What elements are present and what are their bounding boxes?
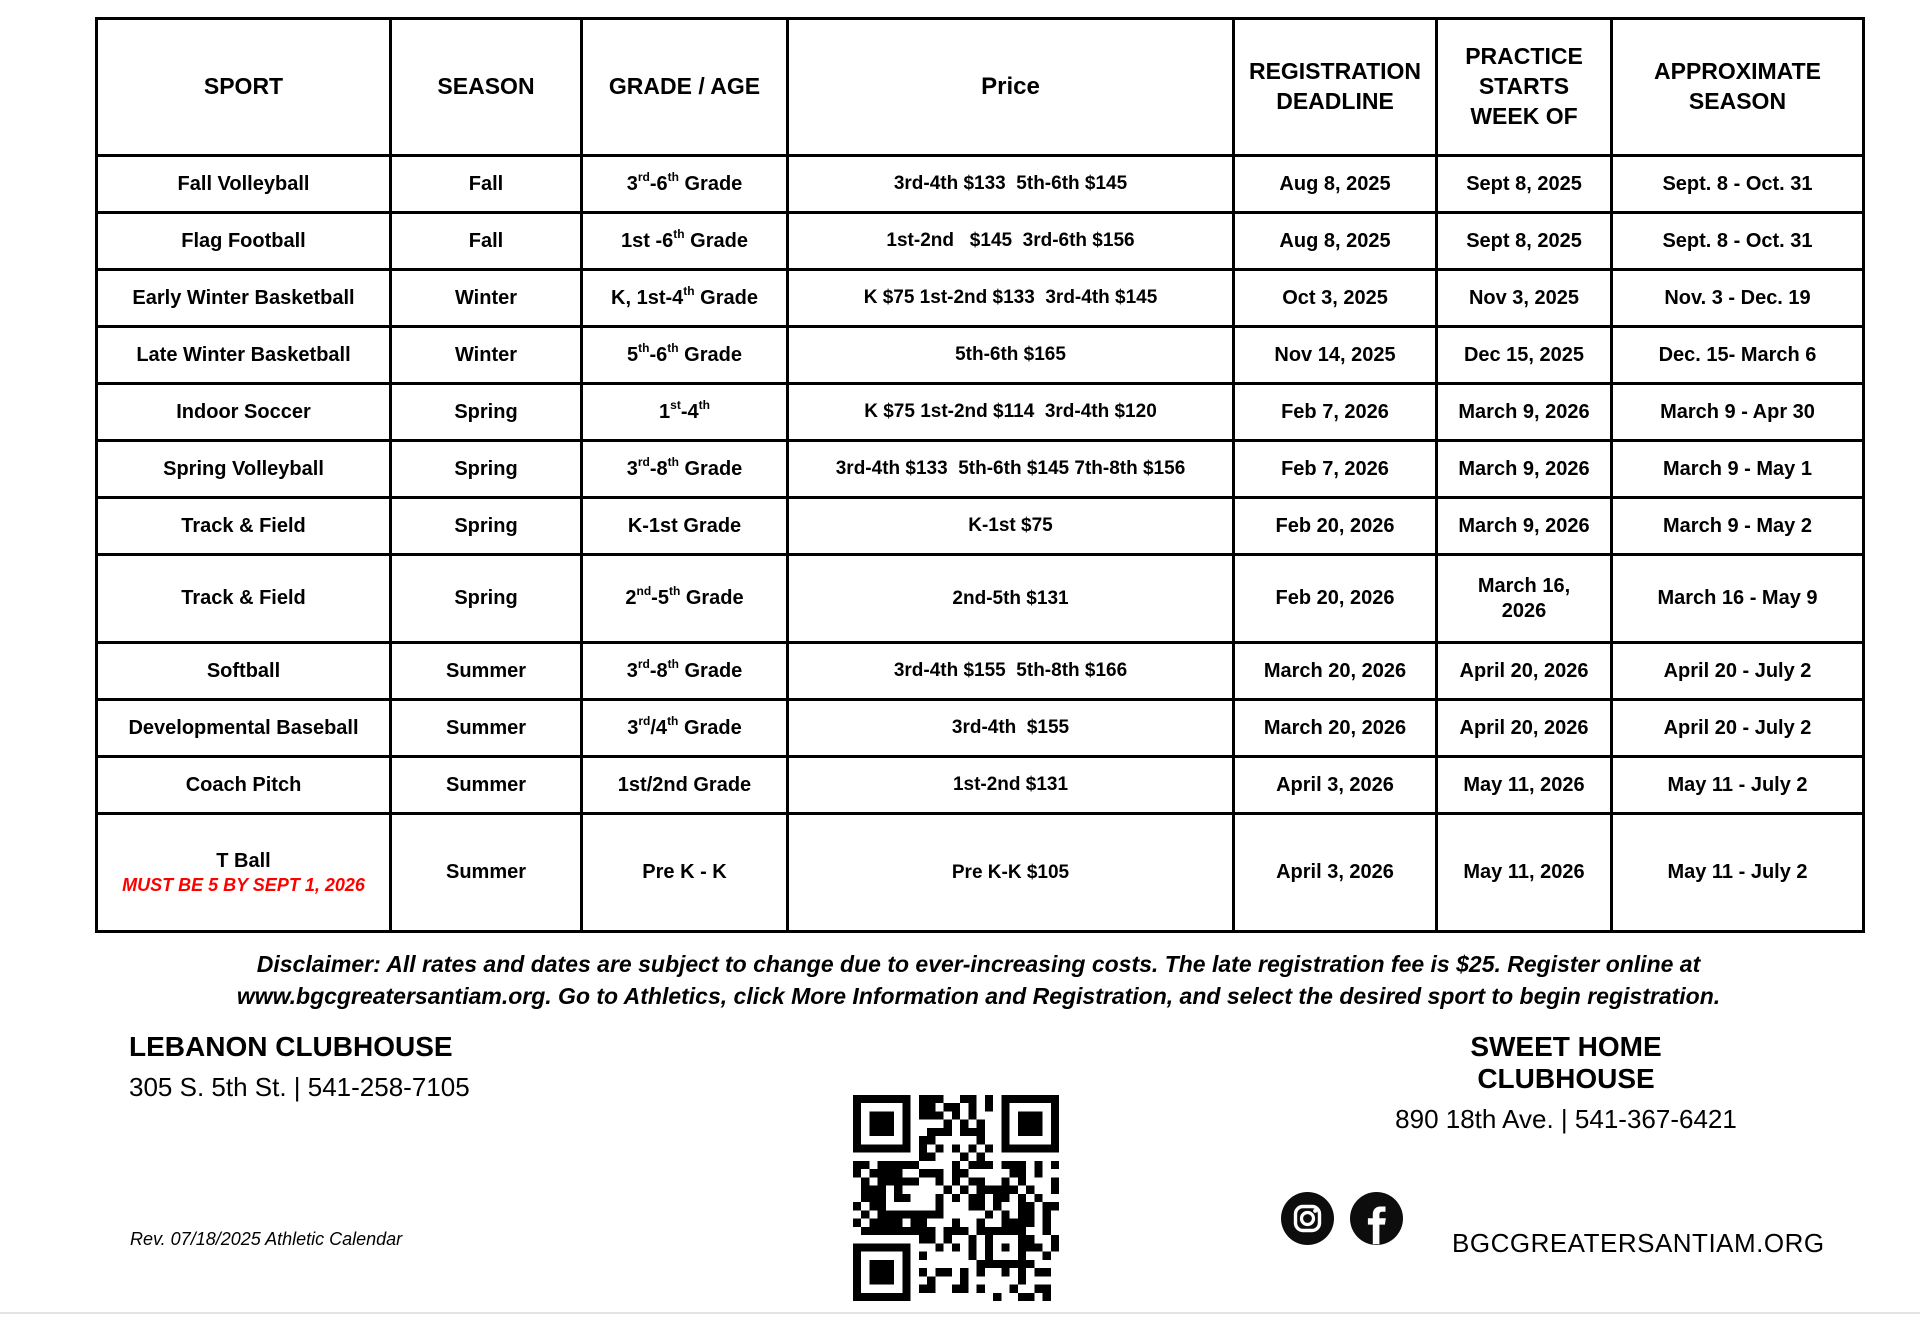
approx-cell: April 20 - July 2 <box>1612 643 1864 700</box>
season-cell: Spring <box>391 384 582 441</box>
sweet-home-clubhouse-address: 890 18th Ave. | 541-367-6421 <box>1395 1104 1737 1134</box>
social-icons <box>1281 1192 1403 1245</box>
table-row <box>97 498 1864 555</box>
col-header-grade: GRADE / AGE <box>582 19 788 156</box>
grade-cell: 3rd-6th Grade <box>582 156 788 213</box>
price-cell: 2nd-5th $131 <box>788 555 1234 643</box>
sweet-home-clubhouse-name: SWEET HOME CLUBHOUSE <box>1470 1031 1662 1094</box>
sport-name: Softball <box>206 659 281 682</box>
price-cell: 3rd-4th $155 <box>788 700 1234 757</box>
price-cell: K $75 1st-2nd $133 3rd-4th $145 <box>788 270 1234 327</box>
sport-cell <box>97 156 391 213</box>
table-row <box>97 757 1864 814</box>
price-cell: 5th-6th $165 <box>788 327 1234 384</box>
sport-cell <box>97 327 391 384</box>
table-row <box>97 384 1864 441</box>
price-cell: K $75 1st-2nd $114 3rd-4th $120 <box>788 384 1234 441</box>
season-cell: Winter <box>391 270 582 327</box>
deadline-cell: Aug 8, 2025 <box>1234 213 1437 270</box>
approx-cell: May 11 - July 2 <box>1612 757 1864 814</box>
lebanon-clubhouse-address: 305 S. 5th St. | 541-258-7105 <box>129 1072 470 1102</box>
price-cell: 3rd-4th $133 5th-6th $145 7th-8th $156 <box>788 441 1234 498</box>
table-row <box>97 555 1864 643</box>
table-row <box>97 441 1864 498</box>
approx-cell: April 20 - July 2 <box>1612 700 1864 757</box>
sport-name: Fall Volleyball <box>177 172 310 195</box>
deadline-cell: Oct 3, 2025 <box>1234 270 1437 327</box>
price-cell: 3rd-4th $133 5th-6th $145 <box>788 156 1234 213</box>
sport-name: Spring Volleyball <box>163 457 324 480</box>
instagram-icon <box>1281 1192 1334 1245</box>
approx-cell: March 16 - May 9 <box>1612 555 1864 643</box>
sport-cell <box>97 384 391 441</box>
practice-cell: March 16, 2026 <box>1437 555 1612 643</box>
sport-name: Track & Field <box>181 587 306 609</box>
lebanon-clubhouse-block <box>129 1031 470 1103</box>
practice-cell: March 9, 2026 <box>1437 384 1612 441</box>
deadline-cell: March 20, 2026 <box>1234 700 1437 757</box>
season-cell: Spring <box>391 441 582 498</box>
practice-cell: April 20, 2026 <box>1437 643 1612 700</box>
deadline-cell: March 20, 2026 <box>1234 643 1437 700</box>
grade-cell: 1st -6th Grade <box>582 213 788 270</box>
sport-cell <box>97 814 391 932</box>
sweet-home-clubhouse-block <box>1378 1031 1754 1135</box>
price-cell: 1st-2nd $131 <box>788 757 1234 814</box>
table-row <box>97 814 1864 932</box>
qr-code <box>853 1095 1059 1301</box>
season-cell: Summer <box>391 814 582 932</box>
col-header-approx-season: APPROXIMATE SEASON <box>1612 19 1864 156</box>
grade-cell: 3rd-8th Grade <box>582 441 788 498</box>
sport-name: T Ball <box>216 849 271 872</box>
grade-cell: 2nd-5th Grade <box>582 555 788 643</box>
deadline-cell: Aug 8, 2025 <box>1234 156 1437 213</box>
sport-name: Late Winter Basketball <box>136 343 351 366</box>
grade-cell: 5th-6th Grade <box>582 327 788 384</box>
practice-cell: Sept 8, 2025 <box>1437 156 1612 213</box>
grade-cell: K, 1st-4th Grade <box>582 270 788 327</box>
disclaimer-line-2: www.bgcgreatersantiam.org. Go to Athletics, click More Information and Registration, and select the desired sport to begin registration. <box>236 983 1721 1010</box>
approx-cell: Nov. 3 - Dec. 19 <box>1612 270 1864 327</box>
price-cell: 1st-2nd $145 3rd-6th $156 <box>788 213 1234 270</box>
approx-cell: May 11 - July 2 <box>1612 814 1864 932</box>
season-cell: Summer <box>391 700 582 757</box>
deadline-cell: April 3, 2026 <box>1234 757 1437 814</box>
deadline-cell: Nov 14, 2025 <box>1234 327 1437 384</box>
table-row <box>97 156 1864 213</box>
sport-cell <box>97 555 391 643</box>
sport-cell <box>97 700 391 757</box>
season-cell: Summer <box>391 757 582 814</box>
deadline-cell: Feb 7, 2026 <box>1234 384 1437 441</box>
deadline-cell: April 3, 2026 <box>1234 814 1437 932</box>
lebanon-clubhouse-name: LEBANON CLUBHOUSE <box>129 1031 453 1062</box>
sport-cell <box>97 270 391 327</box>
disclaimer-line-1: Disclaimer: All rates and dates are subject to change due to ever-increasing costs. The late registration fee is $25. Register online at <box>256 951 1701 977</box>
practice-cell: April 20, 2026 <box>1437 700 1612 757</box>
price-cell: Pre K-K $105 <box>788 814 1234 932</box>
col-header-deadline: REGISTRATION DEADLINE <box>1234 19 1437 156</box>
grade-cell: K-1st Grade <box>582 498 788 555</box>
season-cell: Fall <box>391 213 582 270</box>
sport-name: Developmental Baseball <box>128 716 359 739</box>
facebook-icon <box>1350 1192 1403 1245</box>
table-row <box>97 643 1864 700</box>
practice-cell: May 11, 2026 <box>1437 814 1612 932</box>
sport-name: Track & Field <box>181 514 306 537</box>
approx-cell: Sept. 8 - Oct. 31 <box>1612 213 1864 270</box>
table-body <box>97 156 1864 932</box>
sport-name: Coach Pitch <box>185 773 302 796</box>
grade-cell: 1st/2nd Grade <box>582 757 788 814</box>
table-row <box>97 213 1864 270</box>
table-row <box>97 327 1864 384</box>
approx-cell: March 9 - Apr 30 <box>1612 384 1864 441</box>
athletic-calendar-table <box>95 17 1865 933</box>
practice-cell: May 11, 2026 <box>1437 757 1612 814</box>
disclaimer <box>95 948 1862 1012</box>
col-header-sport: SPORT <box>97 19 391 156</box>
col-header-price: Price <box>788 19 1234 156</box>
season-cell: Spring <box>391 555 582 643</box>
sport-name: Flag Football <box>181 229 306 252</box>
grade-cell: 3rd-8th Grade <box>582 643 788 700</box>
sport-cell <box>97 643 391 700</box>
sport-cell <box>97 213 391 270</box>
website-url: BGCGREATERSANTIAM.ORG <box>1452 1228 1825 1258</box>
sport-cell <box>97 441 391 498</box>
approx-cell: March 9 - May 2 <box>1612 498 1864 555</box>
practice-cell: Sept 8, 2025 <box>1437 213 1612 270</box>
deadline-cell: Feb 20, 2026 <box>1234 555 1437 643</box>
col-header-practice: PRACTICE STARTS WEEK OF <box>1437 19 1612 156</box>
price-cell: K-1st $75 <box>788 498 1234 555</box>
approx-cell: March 9 - May 1 <box>1612 441 1864 498</box>
season-cell: Summer <box>391 643 582 700</box>
sport-age-note: MUST BE 5 BY SEPT 1, 2026 <box>122 874 365 895</box>
header-row <box>97 19 1864 156</box>
grade-cell: 3rd/4th Grade <box>582 700 788 757</box>
practice-cell: Nov 3, 2025 <box>1437 270 1612 327</box>
practice-cell: March 9, 2026 <box>1437 498 1612 555</box>
table-header <box>97 19 1864 156</box>
page-bottom-edge <box>0 1312 1920 1314</box>
sport-cell <box>97 757 391 814</box>
table-row <box>97 700 1864 757</box>
sport-name: Indoor Soccer <box>176 400 311 423</box>
col-header-season: SEASON <box>391 19 582 156</box>
revision-note: Rev. 07/18/2025 Athletic Calendar <box>130 1229 403 1249</box>
season-cell: Fall <box>391 156 582 213</box>
grade-cell: 1st-4th <box>582 384 788 441</box>
price-cell: 3rd-4th $155 5th-8th $166 <box>788 643 1234 700</box>
deadline-cell: Feb 20, 2026 <box>1234 498 1437 555</box>
season-cell: Spring <box>391 498 582 555</box>
table-row <box>97 270 1864 327</box>
sport-cell <box>97 498 391 555</box>
approx-cell: Sept. 8 - Oct. 31 <box>1612 156 1864 213</box>
practice-cell: Dec 15, 2025 <box>1437 327 1612 384</box>
grade-cell: Pre K - K <box>582 814 788 932</box>
season-cell: Winter <box>391 327 582 384</box>
deadline-cell: Feb 7, 2026 <box>1234 441 1437 498</box>
sport-name: Early Winter Basketball <box>132 286 355 309</box>
practice-cell: March 9, 2026 <box>1437 441 1612 498</box>
approx-cell: Dec. 15- March 6 <box>1612 327 1864 384</box>
